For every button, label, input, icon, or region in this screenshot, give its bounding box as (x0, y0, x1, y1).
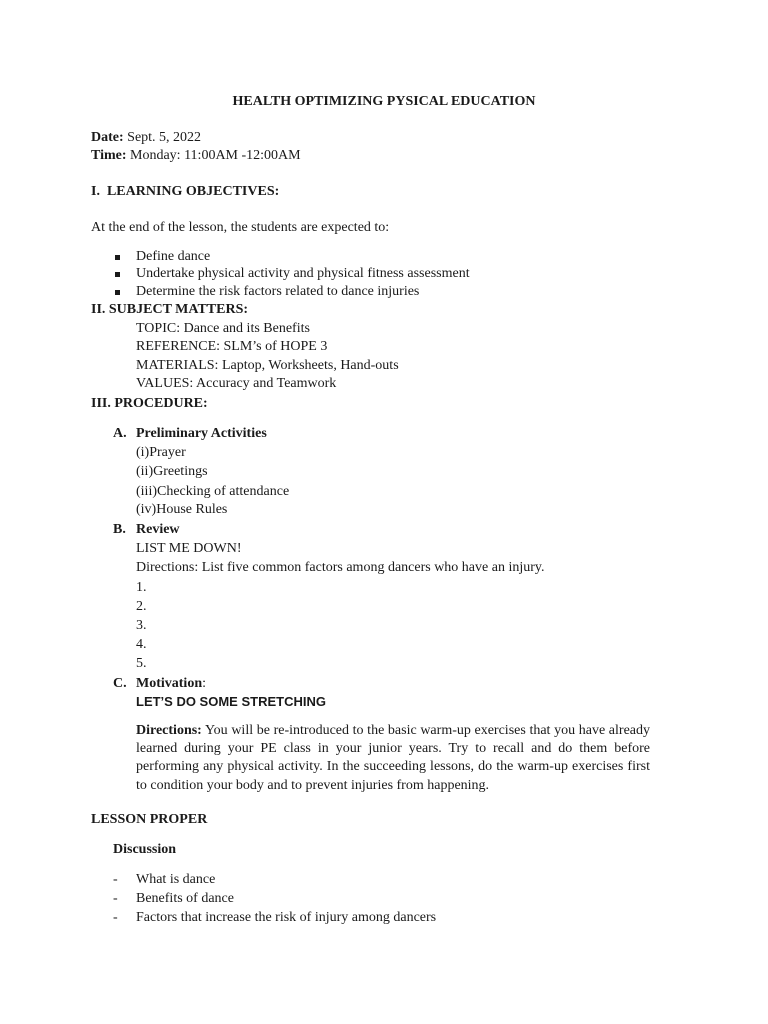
motivation-activity: LET’S DO SOME STRETCHING (136, 694, 326, 709)
procedure-heading: III. PROCEDURE: (91, 396, 208, 411)
square-bullet-icon (115, 272, 120, 277)
subject-materials: MATERIALS: Laptop, Worksheets, Hand-outs (136, 358, 399, 373)
discussion-label: Discussion (113, 842, 177, 857)
subject-heading: II. SUBJECT MATTERS: (91, 302, 249, 317)
objective-item: Undertake physical activity and physical fitness assessment (136, 266, 470, 281)
date-line (91, 129, 201, 147)
time-value: Monday: 11:00AM -12:00AM (130, 148, 301, 163)
subject-reference: REFERENCE: SLM’s of HOPE 3 (136, 339, 328, 354)
preliminary-item: (iii)Checking of attendance (136, 484, 290, 499)
review-directions: Directions: List five common factors among dancers who have an injury. (136, 560, 545, 575)
section-a-marker: A. (113, 426, 127, 441)
subject-topic: TOPIC: Dance and its Benefits (136, 321, 310, 336)
section-a-label: Preliminary Activities (136, 426, 267, 441)
review-activity: LIST ME DOWN! (136, 541, 242, 556)
dash-bullet: - (113, 872, 118, 887)
objectives-heading: I. LEARNING OBJECTIVES: (91, 184, 280, 199)
time-line (91, 147, 301, 165)
section-c-label: Motivation (136, 676, 203, 691)
preliminary-item: (ii)Greetings (136, 464, 208, 479)
motivation-directions-text: You will be re-introduced to the basic warm-up exercises that you have already learned during your PE class in your junior years. Try to recall and do them before performing any physical activity. In the succeeding lessons, do the warm-up exercises first to condition your body and to prevent injuries from happening. (136, 723, 650, 793)
review-number: 5. (136, 656, 147, 671)
section-b-label: Review (136, 522, 180, 537)
discussion-item: Benefits of dance (136, 891, 234, 906)
review-number: 4. (136, 637, 147, 652)
preliminary-item: (iv)House Rules (136, 502, 228, 517)
section-c-colon: : (202, 676, 206, 691)
time-label: Time: (91, 148, 127, 163)
review-number: 1. (136, 580, 147, 595)
review-number: 2. (136, 599, 147, 614)
discussion-item: Factors that increase the risk of injury among dancers (136, 910, 437, 925)
document-title: HEALTH OPTIMIZING PYSICAL EDUCATION (232, 94, 536, 109)
subject-values: VALUES: Accuracy and Teamwork (136, 376, 337, 391)
lesson-heading: LESSON PROPER (91, 812, 208, 827)
section-c-marker: C. (113, 676, 127, 691)
dash-bullet: - (113, 891, 118, 906)
dash-bullet: - (113, 910, 118, 925)
objective-item: Define dance (136, 249, 211, 264)
date-label: Date: (91, 130, 124, 145)
date-value: Sept. 5, 2022 (127, 130, 202, 145)
objective-item: Determine the risk factors related to dance injuries (136, 284, 420, 299)
motivation-directions (136, 722, 650, 795)
motivation-directions-label: Directions: (136, 723, 202, 738)
preliminary-item: (i)Prayer (136, 445, 186, 460)
objectives-intro: At the end of the lesson, the students are expected to: (91, 220, 390, 235)
section-b-marker: B. (113, 522, 126, 537)
discussion-item: What is dance (136, 872, 216, 887)
review-number: 3. (136, 618, 147, 633)
square-bullet-icon (115, 255, 120, 260)
section-c-heading (136, 675, 206, 693)
square-bullet-icon (115, 290, 120, 295)
